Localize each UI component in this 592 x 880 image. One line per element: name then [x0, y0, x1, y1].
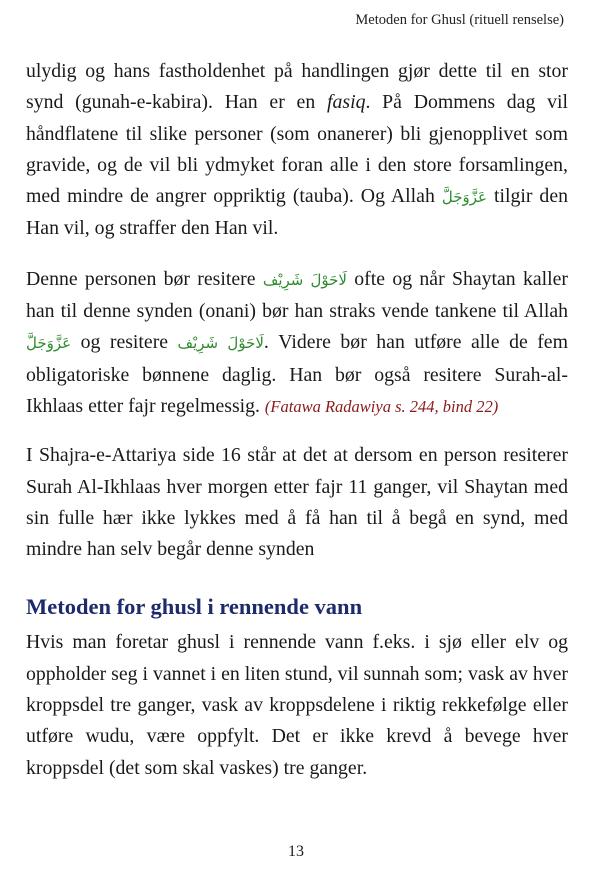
term-fasiq: fasiq — [327, 91, 366, 114]
p2-text-d: . Videre bør han utføre alle de fem obligatoriske bønnene daglig. Han bør også resitere Surah-al-Ikhlaas etter fajr regelmessig. — [26, 331, 568, 417]
running-header: Metoden for Ghusl (rituell renselse) — [355, 12, 564, 28]
page-content — [26, 56, 568, 784]
citation: (Fatawa Radawiya s. 244, bind 22) — [264, 396, 499, 416]
p1-text-a: ulydig og hans fastholdenhet på handlingen gjør dette til en stor synd (gunah-e-kabira). Han er en — [26, 60, 568, 114]
arabic-la-hawl-1: لَاحَوْلَ شَرِيْف — [262, 270, 347, 289]
page-number: 13 — [288, 843, 304, 860]
section-body: Hvis man foretar ghusl i rennende vann f.eks. i sjø eller elv og oppholder seg i vannet i en liten stund, vil sunnah som; vask av hver kroppsdel tre ganger, vask av kroppsdelene i riktig rekkefølge eller utføre wudu, være oppfylt. Det er ikke krevd å bevege hver kroppsdel (det som skal vaskes) tre ganger. — [26, 631, 568, 779]
section-heading: Metoden for ghusl i rennende vann — [26, 594, 363, 620]
arabic-azza-wa-jall: عَزَّوَجَلَّ — [441, 188, 487, 207]
p1-text-b: . På Dommens dag vil håndflatene til slike personer (som onanerer) bli gjenopplivet som gravide, og de vil bli ydmyket foran alle i den store forsamlingen, med mindre de angrer oppriktig (tauba). Og Allah — [26, 91, 568, 208]
paragraph-2 — [26, 264, 568, 422]
arabic-la-hawl-2: لَاحَوْلَ شَرِيْف — [177, 334, 264, 353]
p1-text-c: tilgir den Han vil, og straffer den Han vil. — [26, 185, 568, 240]
p2-text-b: ofte og når Shaytan kaller han til denne synden (onani) bør han straks vende tankene til Allah — [26, 267, 569, 323]
paragraph-1 — [26, 56, 568, 245]
p2-text-a: Denne personen bør resitere — [26, 267, 263, 290]
paragraph-3: I Shajra-e-Attariya side 16 står at det at dersom en person resiterer Surah Al-Ikhlaas hver morgen etter fajr 11 ganger, vil Shaytan med sin fulle hær ikke lykkes med å få han til å begå en synd, med mindre han selv begår denne synden — [26, 444, 568, 561]
p2-text-c: og resitere — [71, 331, 178, 354]
arabic-azza-wa-jall-2: عَزَّوَجَلَّ — [26, 334, 72, 353]
